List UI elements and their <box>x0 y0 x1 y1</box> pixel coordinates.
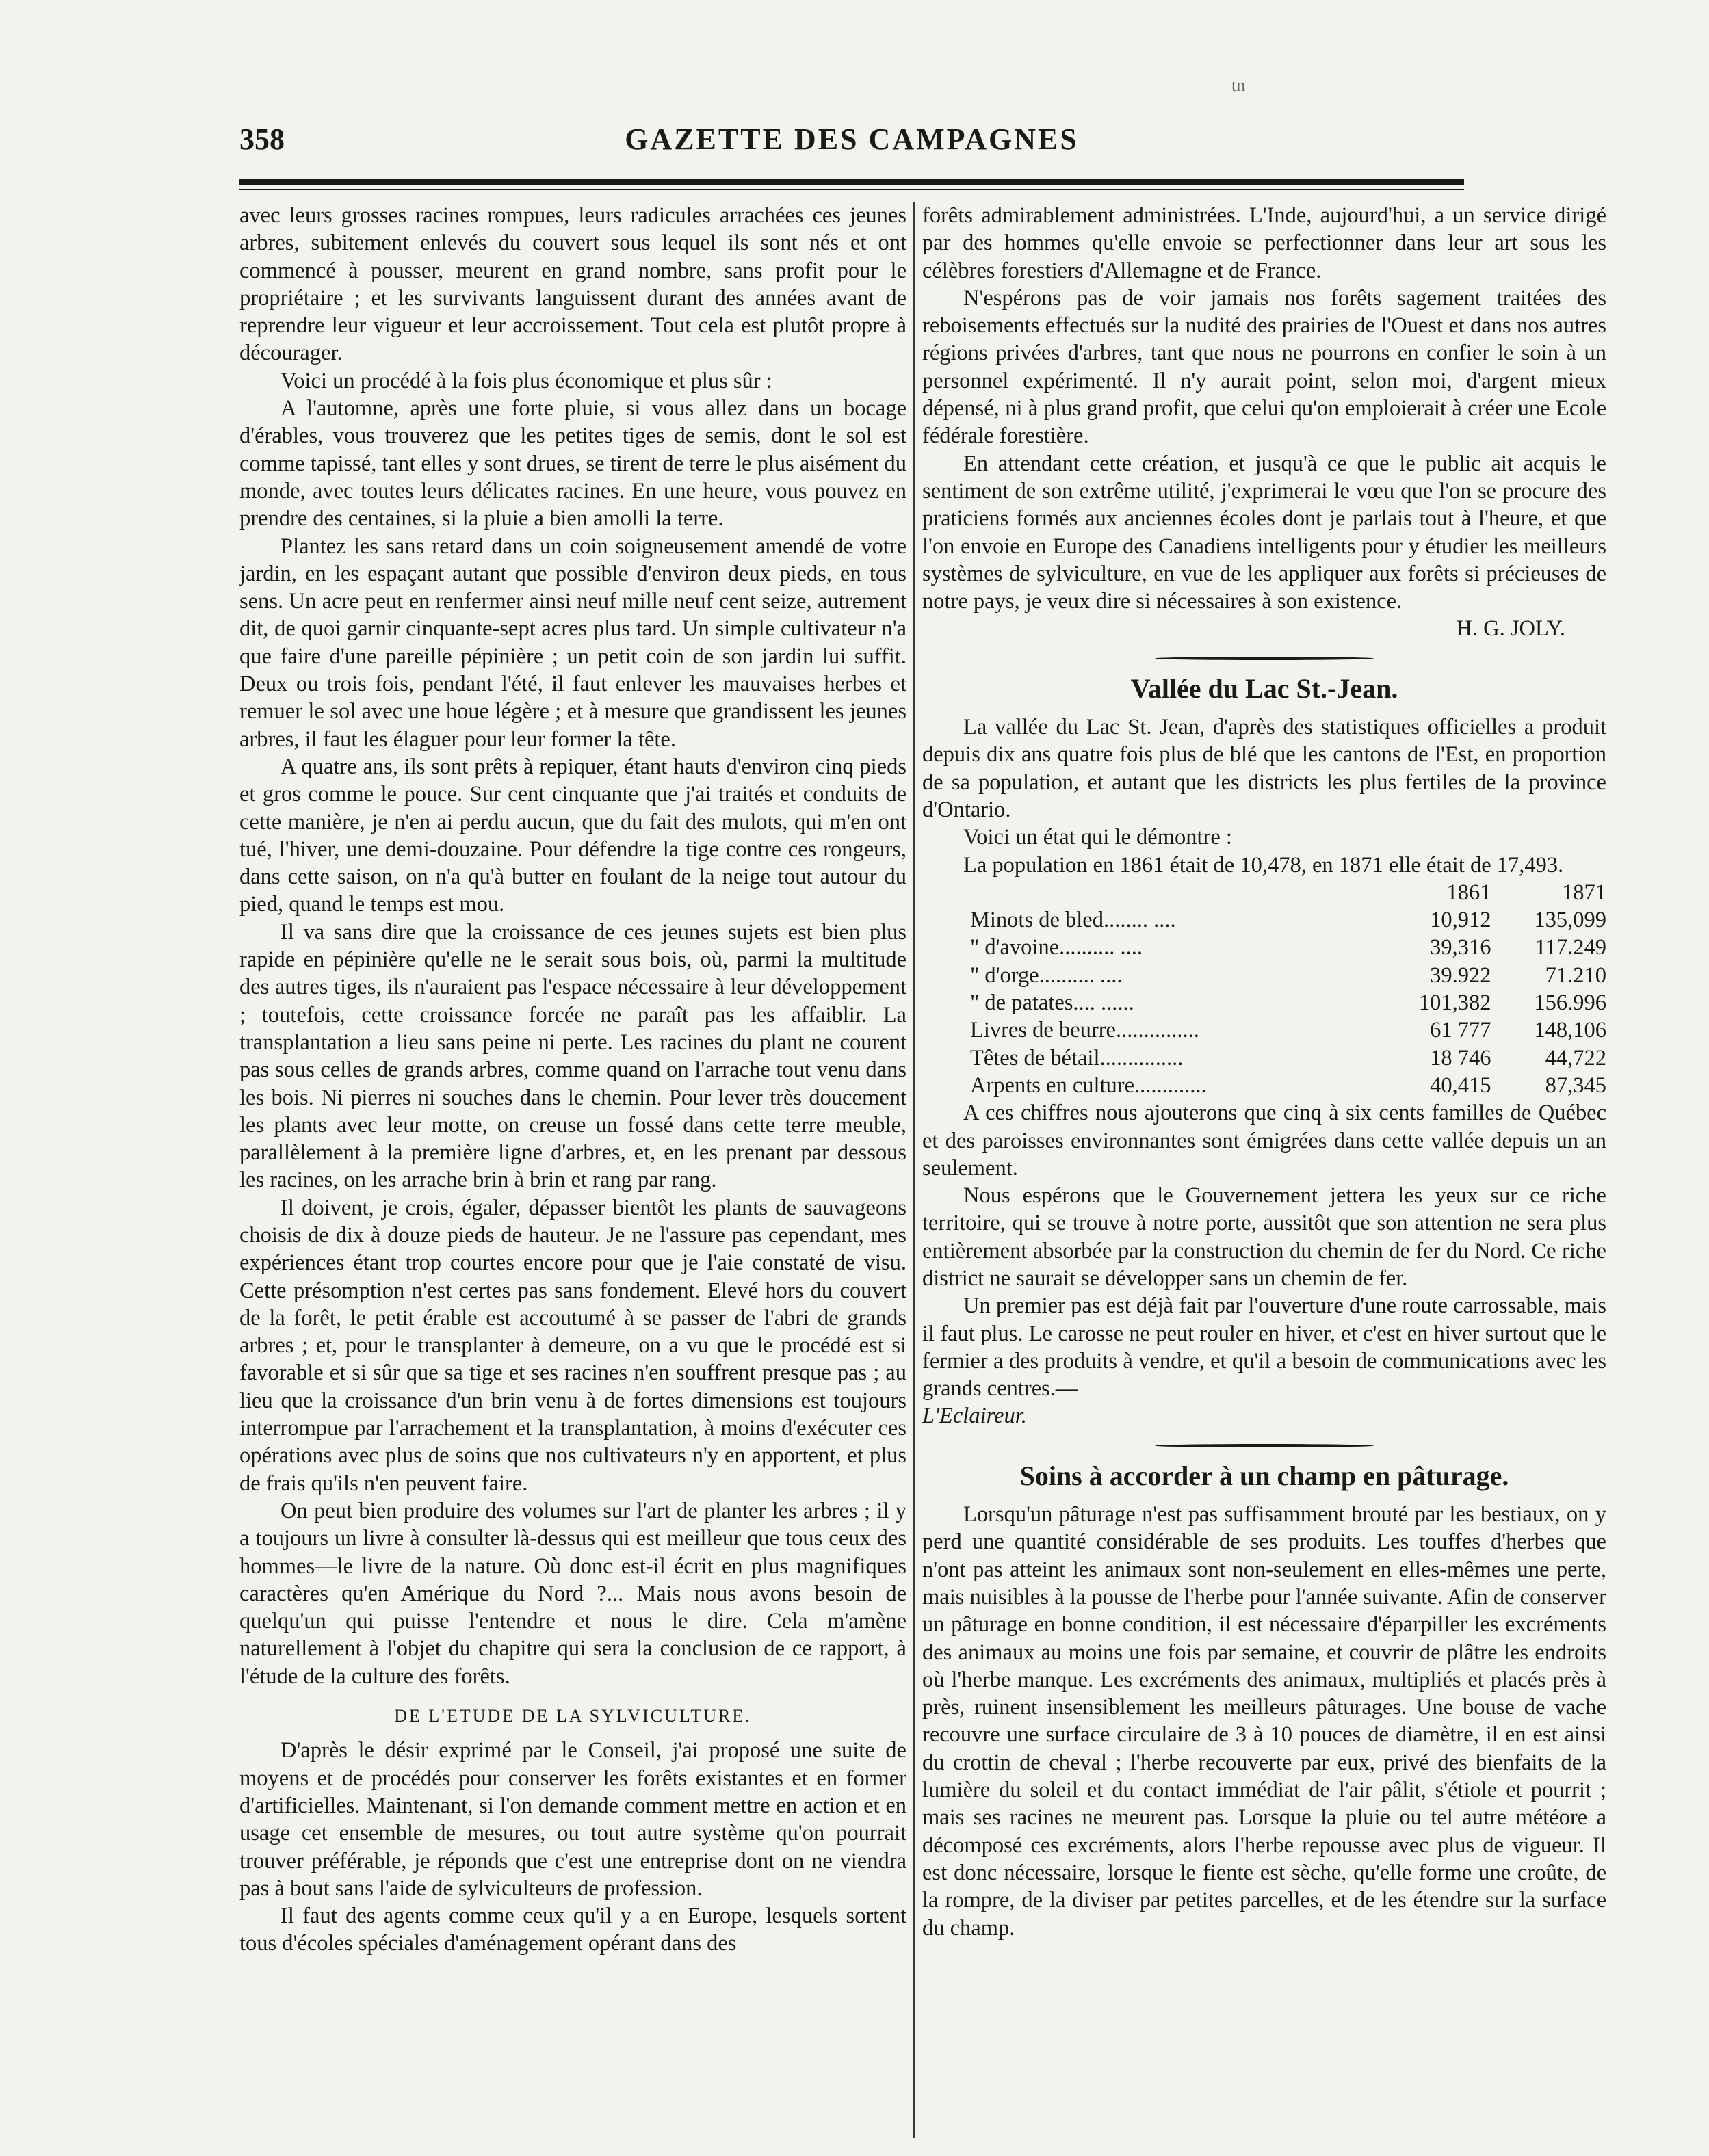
header-rule <box>239 179 1464 185</box>
article-title: Vallée du Lac St.-Jean. <box>1130 672 1398 704</box>
cell-1861: 40,415 <box>1430 1073 1491 1098</box>
section-heading: DE L'ETUDE DE LA SYLVICULTURE. <box>394 1706 752 1726</box>
paragraph: Lorsqu'un pâturage n'est pas suffisamment brouté par les bestiaux, on y perd une quantité considérable de ses produits. Les touffes d'herbes que n'ont pas atteint les animaux sont non-seulement en elles-mêmes une perte, mais nuisibles à la pousse de l'herbe pour l'année suivante. Afin de conserver un pâturage en bonne condition, il est nécessaire d'éparpiller les excréments des animaux au moins une fois par semaine, et couvrir de plâtre les endroits où l'herbe manque. Les excréments des animaux, multipliés et placés près à près, ruinent insensiblement les meilleurs pâturages. Une bouse de vache recouvre une surface circulaire de 3 à 10 pouces de diamètre, il en est ainsi du crottin de cheval ; l'herbe recouverte par eux, privé des bienfaits de la lumière du soleil et du contact immédiat de l'air pâlit, s'étiole et pourrit ; mais ses racines ne meurent pas. Lorsque la pluie ou tel autre météore a décomposé ces excréments, alors l'herbe repousse avec plus de vigueur. Il est donc nécessaire, lorsque le fiente est sèche, qu'elle forme une croûte, de la rompre, de la diviser par petites parcelles, et de les étendre sur la surface du champ. <box>922 1502 1606 1941</box>
right-column <box>922 202 1606 1942</box>
row-label: Livres de beurre............... <box>970 1018 1199 1043</box>
paragraph: Voici un procédé à la fois plus économique et plus sûr : <box>281 368 772 393</box>
paragraph: D'après le désir exprimé par le Conseil, j'ai proposé une suite de moyens et de procédés pour conserver les forêts existantes et en former d'artificielles. Maintenant, si l'on demande comment mettre en action et en usage cet ensemble de mesures, ou tout autre système qu'on pourrait trouver préférable, je réponds que c'est une entreprise dont on ne viendra pas à bout sans l'aide de sylviculteurs de profession. <box>239 1738 906 1901</box>
column-divider <box>913 202 915 2138</box>
paragraph: A l'automne, après une forte pluie, si vous allez dans un bocage d'érables, vous trouverez que les petites tiges de semis, dont le sol est comme tapissé, tant elles y sont drues, se tirent de terre le plus aisément du monde, avec toutes leurs délicates racines. En une heure, vous pouvez en prendre des centaines, si la pluie a bien amolli la terre. <box>239 396 906 531</box>
paragraph: avec leurs grosses racines rompues, leurs radicules arrachées ces jeunes arbres, subitement enlevés du couvert sous lequel ils sont nés et ont commencé à pousser, meurent en grand nombre, sans profit pour le propriétaire ; et les survivants languissent durant des années avant de reprendre leur vigueur et leur accroissement. Tout cela est plutôt propre à décourager. <box>239 203 906 366</box>
cell-1861: 39.922 <box>1430 962 1491 988</box>
row-label: " d'avoine.......... .... <box>970 935 1143 960</box>
cell-1871: 87,345 <box>1545 1073 1606 1098</box>
paragraph: On peut bien produire des volumes sur l'art de planter les arbres ; il y a toujours un livre à consulter là-dessus qui est meilleur que tous ceux des hommes—le livre de la nature. Où donc est-il écrit en plus magnifiques caractères qu'en Amérique du Nord ?... Mais nous avons besoin de quelqu'un qui puisse l'entendre et nous le dire. Cela m'amène naturellement à l'objet du chapitre qui sera la conclusion de ce rapport, à l'étude de la culture des forêts. <box>239 1498 906 1689</box>
paragraph: Il doivent, je crois, égaler, dépasser bientôt les plants de sauvageons choisis de dix à douze pieds de hauteur. Je ne l'assure pas cependant, mes expériences étant trop courtes encore pour que je l'aie constaté de visu. Cette présomption n'est certes pas sans fondement. Elevé hors du couvert de la forêt, le petit érable est accoutumé à se passer de l'abri de grands arbres ; et, pour le transplanter à demeure, on a vu que le procédé est si favorable et si sûr que sa tige et ses racines n'en souffrent presque pas ; au lieu que la croissance d'un brin venu à de fortes dimensions est toujours interrompue par l'arrachement et la transplantation, à moins d'exécuter ces opérations avec plus de soins que nos cultivateurs n'y en apportent, et plus de frais qu'ils n'en peuvent faire. <box>239 1195 906 1496</box>
paragraph: Plantez les sans retard dans un coin soigneusement amendé de votre jardin, en les espaçant autant que possible d'environ deux pieds, en tous sens. Un acre peut en renfermer ainsi neuf mille neuf cent seize, autrement dit, de quoi garnir cinquante-sept acres plus tard. Un simple cultivateur n'a que faire d'une pareille pépinière ; un petit coin de son jardin lui suffit. Deux ou trois fois, pendant l'été, il faut enlever les mauvaises herbes et remuer le sol avec une houe légère ; et à mesure que grandissent les jeunes arbres, il faut les élaguer pour leur former la tête. <box>239 534 906 752</box>
paragraph: La vallée du Lac St. Jean, d'après des statistiques officielles a produit depuis dix ans quatre fois plus de blé que les cantons de l'Est, en proportion de sa population, et autant que les districts les plus fertiles de la province d'Ontario. <box>922 715 1606 822</box>
table-row <box>922 906 1606 934</box>
article-title: Soins à accorder à un champ en pâturage. <box>1019 1460 1509 1491</box>
paragraph: A quatre ans, ils sont prêts à repiquer, étant hauts d'environ cinq pieds et gros comme le pouce. Sur cent cinquante que j'ai traités et conduits de cette manière, je n'en ai perdu aucun, que du fait des mulots, qui m'en ont tué, l'hiver, une demi-douzaine. Pour défendre la tige contre ces rongeurs, dans cette saison, on n'a qu'à butter en foulant de la neige tout autour du pied, quand le temps est mou. <box>239 754 906 917</box>
page-title: GAZETTE DES CAMPAGNES <box>625 122 1079 156</box>
stats-table <box>922 879 1606 1099</box>
table-header: 1871 <box>1562 880 1606 905</box>
row-label: " de patates.... ...... <box>970 990 1134 1016</box>
ornament-rule <box>1155 1444 1374 1447</box>
cell-1871: 117.249 <box>1535 935 1606 960</box>
cell-1861: 10,912 <box>1430 908 1491 933</box>
row-label: Têtes de bétail............... <box>970 1045 1184 1070</box>
article-source: L'Eclaireur. <box>922 1404 1027 1429</box>
cell-1861: 18 746 <box>1430 1045 1491 1070</box>
table-header: 1861 <box>1446 880 1491 905</box>
stray-mark: tn <box>1231 75 1246 95</box>
page-header <box>239 122 1464 163</box>
cell-1871: 71.210 <box>1545 962 1606 988</box>
cell-1871: 135,099 <box>1534 908 1606 933</box>
paragraph: Un premier pas est déjà fait par l'ouverture d'une route carrossable, mais il faut plus. Le carosse ne peut rouler en hiver, et c'est en hiver surtout que le fermier a des produits à vendre, et qu'il a besoin de communications avec les grands centres.— <box>922 1293 1606 1402</box>
paragraph: A ces chiffres nous ajouterons que cinq à six cents familles de Québec et des paroisses environnantes sont émigrées dans cette vallée depuis un an seulement. <box>922 1101 1606 1181</box>
table-row <box>922 934 1606 961</box>
cell-1871: 44,722 <box>1545 1045 1606 1070</box>
table-row <box>922 989 1606 1016</box>
cell-1861: 101,382 <box>1418 990 1491 1016</box>
row-label: " d'orge.......... .... <box>970 962 1123 988</box>
header-rule-thin <box>239 189 1464 190</box>
row-label: Arpents en culture............. <box>970 1073 1207 1098</box>
row-label: Minots de bled........ .... <box>970 908 1176 933</box>
table-row <box>922 1072 1606 1099</box>
ornament-rule <box>1155 657 1374 660</box>
table-row <box>922 1044 1606 1072</box>
paragraph: La population en 1861 était de 10,478, en 1871 elle était de 17,493. <box>963 852 1564 878</box>
paragraph: Voici un état qui le démontre : <box>963 825 1232 850</box>
cell-1871: 156.996 <box>1534 990 1606 1016</box>
table-row <box>922 962 1606 989</box>
paragraph: Il faut des agents comme ceux qu'il y a en Europe, lesquels sortent tous d'écoles spéciales d'aménagement opérant dans des <box>239 1904 906 1956</box>
page-number: 358 <box>239 122 285 156</box>
paragraph: Nous espérons que le Gouvernement jettera les yeux sur ce riche territoire, qui se trouve à notre porte, aussitôt que son attention ne sera plus entièrement absorbée par la construction du chemin de fer du Nord. Ce riche district ne saurait se développer sans un chemin de fer. <box>922 1183 1606 1291</box>
signature: H. G. JOLY. <box>1456 616 1565 642</box>
paragraph: En attendant cette création, et jusqu'à ce que le public ait acquis le sentiment de son extrême utilité, j'exprimerai le vœu que l'on se procure des praticiens formés aux anciennes écoles dont je parlais tout à l'heure, et que l'on envoie en Europe des Canadiens intelligents pour y étudier les meilleurs systèmes de sylviculture, en vue de les appliquer aux forêts si précieuses de notre pays, je veux dire si nécessaires à son existence. <box>922 451 1606 614</box>
paragraph: Il va sans dire que la croissance de ces jeunes sujets est bien plus rapide en pépinière qu'elle ne le serait sous bois, où, parmi la multitude des autres tiges, ils n'auraient pas l'espace nécessaire à leur développement ; toutefois, cette croissance forcée ne paraît pas les affaiblir. La transplantation a lieu sans peine ni perte. Les racines du plant ne courent pas sous celles de grands arbres, comme quand on l'arrache tout venu dans les bois. Ni pierres ni souches dans le chemin. Pour lever très doucement les plants avec leur motte, on creuse un fossé dans cette terre meuble, parallèlement à la première ligne d'arbres, et, en les prenant par dessous les racines, on les arrache brin à brin et rang par rang. <box>239 919 906 1193</box>
paragraph: forêts admirablement administrées. L'Inde, aujourd'hui, a un service dirigé par des hommes qu'elle envoie se perfectionner dans leur art sous les célèbres forestiers d'Allemagne et de France. <box>922 203 1606 283</box>
left-column <box>239 202 906 1958</box>
cell-1871: 148,106 <box>1534 1018 1606 1043</box>
table-row <box>922 1016 1606 1044</box>
cell-1861: 61 777 <box>1430 1018 1491 1043</box>
table-header-row <box>922 879 1606 906</box>
paragraph: N'espérons pas de voir jamais nos forêts sagement traitées des reboisements effectués sur la nudité des prairies de l'Ouest et dans nos autres régions privées d'arbres, tant que nous ne pourrons en confier le soin à un personnel expérimenté. Il n'y aurait point, selon moi, d'argent mieux dépensé, ni à plus grand profit, que celui qu'on emploierait à créer une Ecole fédérale forestière. <box>922 285 1606 449</box>
cell-1861: 39,316 <box>1430 935 1491 960</box>
